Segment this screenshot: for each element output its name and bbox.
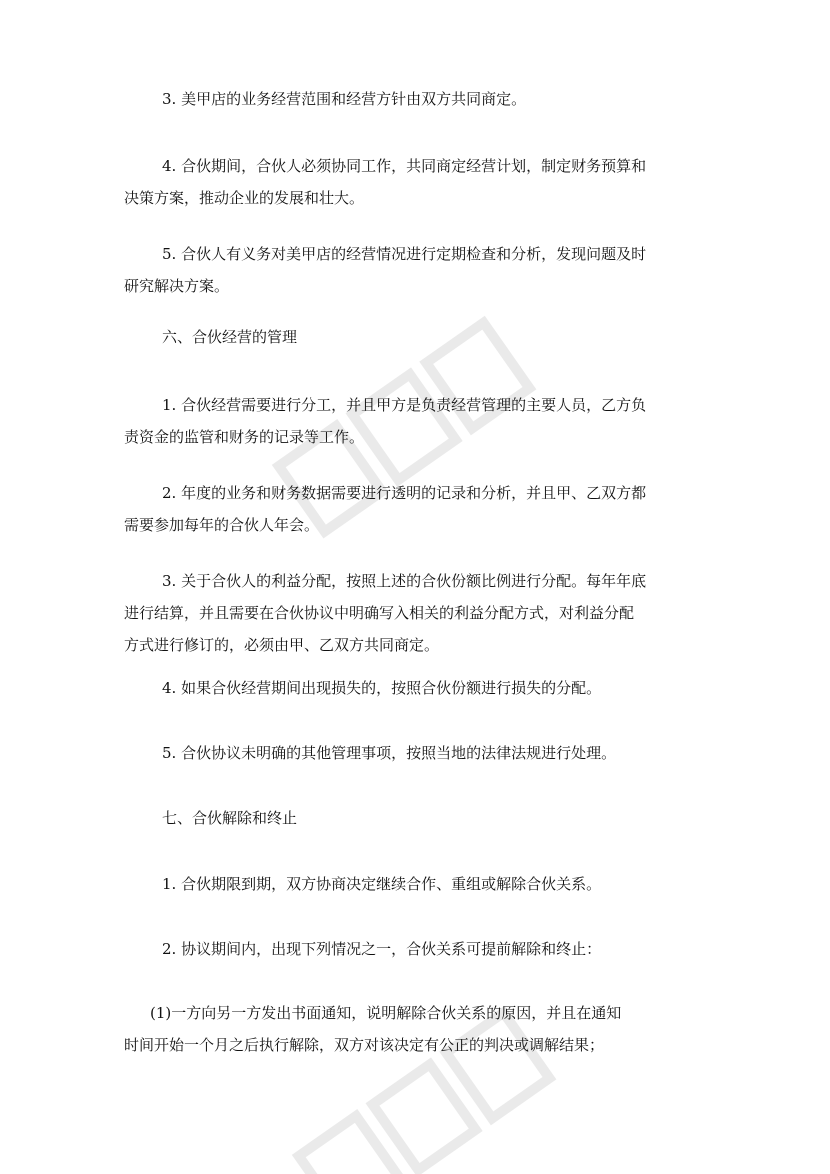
text-line: 责资金的监管和财务的记录等工作。 (124, 428, 365, 446)
text-line: 需要参加每年的合伙人年会。 (124, 516, 320, 534)
text-line: 3. 美甲店的业务经营范围和经营方针由双方共同商定。 (162, 90, 527, 108)
text-line: (1)一方向另一方发出书面通知，说明解除合伙关系的原因，并且在通知 (150, 1004, 622, 1022)
text-line: 2. 协议期间内，出现下列情况之一，合伙关系可提前解除和终止： (162, 940, 602, 958)
text-line: 5. 合伙协议未明确的其他管理事项，按照当地的法律法规进行处理。 (162, 744, 617, 762)
text-line: 2. 年度的业务和财务数据需要进行透明的记录和分析，并且甲、乙双方都 (162, 484, 647, 502)
text-line: 4. 合伙期间，合伙人必须协同工作，共同商定经营计划，制定财务预算和 (162, 157, 647, 175)
clause-6-3 (124, 565, 707, 661)
clause-7-2 (162, 933, 707, 965)
section-heading-6 (162, 321, 297, 353)
text-line: 5. 合伙人有义务对美甲店的经营情况进行定期检查和分析，发现问题及时 (162, 245, 647, 263)
section-heading-7 (162, 802, 297, 834)
text-line: 进行结算，并且需要在合伙协议中明确写入相关的利益分配方式，对利益分配 (124, 604, 635, 622)
clause-6-5 (162, 737, 707, 769)
heading-text: 六、合伙经营的管理 (162, 328, 298, 346)
clause-7-2-1 (124, 997, 695, 1061)
heading-text: 七、合伙解除和终止 (162, 809, 298, 827)
clause-5 (124, 238, 707, 302)
clause-6-1 (124, 389, 707, 453)
text-line: 4. 如果合伙经营期间出现损失的，按照合伙份额进行损失的分配。 (162, 679, 602, 697)
text-line: 时间开始一个月之后执行解除，双方对该决定有公正的判决或调解结果； (124, 1036, 605, 1054)
clause-4 (124, 150, 707, 214)
text-line: 1. 合伙期限到期，双方协商决定继续合作、重组或解除合伙关系。 (162, 875, 602, 893)
text-line: 研究解决方案。 (124, 277, 230, 295)
clause-6-4 (162, 672, 707, 704)
clause-6-2 (124, 477, 707, 541)
text-line: 1. 合伙经营需要进行分工，并且甲方是负责经营管理的主要人员，乙方负 (162, 396, 647, 414)
clause-7-1 (162, 868, 707, 900)
clause-3 (162, 83, 707, 115)
text-line: 方式进行修订的，必须由甲、乙双方共同商定。 (124, 636, 440, 654)
text-line: 3. 关于合伙人的利益分配，按照上述的合伙份额比例进行分配。每年年底 (162, 572, 647, 590)
text-line: 决策方案，推动企业的发展和壮大。 (124, 189, 365, 207)
